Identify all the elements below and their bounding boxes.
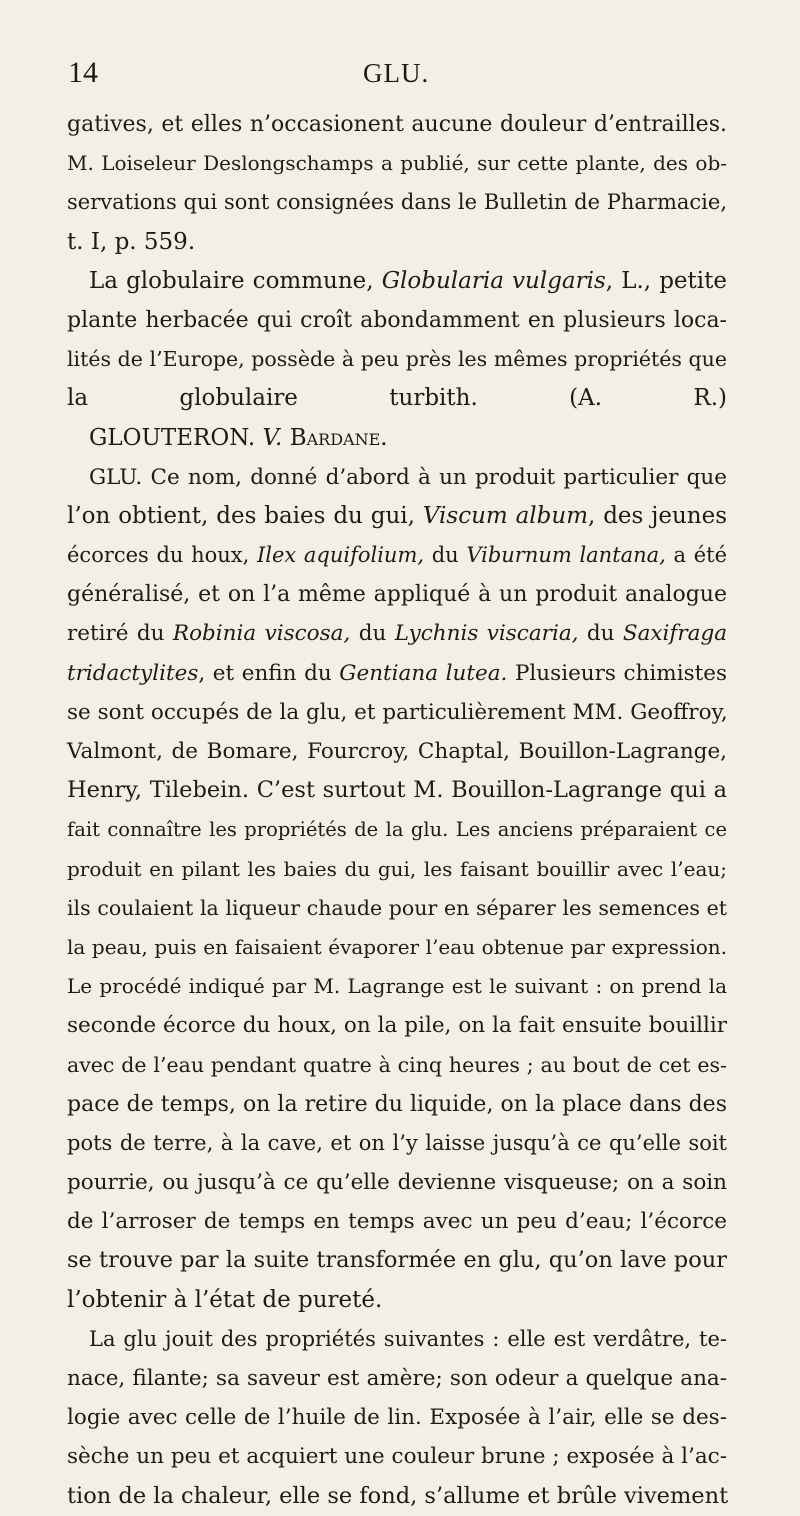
text-segment: la globulaire turbith. (A. R.) <box>67 385 727 412</box>
italic-text: Viscum album <box>422 502 589 529</box>
text-segment: tion de la chaleur, elle se fond, s’allume et brûle vivement <box>67 1482 729 1509</box>
text-segment: l’obtenir à l’état de pureté. <box>67 1286 383 1313</box>
text-line <box>67 1006 727 1045</box>
italic-text: V. <box>262 424 283 451</box>
text-line <box>67 419 727 458</box>
text-line <box>67 693 727 732</box>
text-segment: a été <box>665 543 727 568</box>
page-header <box>68 56 708 96</box>
text-segment: l’on obtient, des baies du gui, <box>67 502 423 529</box>
text-line <box>67 1124 727 1163</box>
text-segment: , des jeunes <box>588 502 728 529</box>
text-segment: seconde écorce du houx, on la pile, on la fait ensuite bouillir <box>67 1013 727 1039</box>
text-segment: nace, filante; sa saveur est amère; son odeur a quelque ana- <box>67 1366 727 1391</box>
text-segment: de l’arroser de temps en temps avec un peu d’eau; l’écorce <box>67 1209 727 1235</box>
text-line <box>67 771 727 810</box>
italic-text: tridactylites <box>67 660 199 686</box>
text-segment: lités de l’Europe, possède à peu près les mêmes propriétés que <box>67 347 727 372</box>
text-line <box>67 1163 727 1202</box>
text-segment: du <box>424 543 467 568</box>
italic-text: Gentiana lutea. <box>339 660 508 686</box>
text-segment: servations qui sont consignées dans le Bulletin de Pharmacie, <box>67 190 727 215</box>
text-segment: Le procédé indiqué par M. Lagrange est le suivant : on prend la <box>67 974 727 999</box>
text-line <box>67 1398 727 1437</box>
text-line <box>67 536 727 575</box>
text-segment: pots de terre, à la cave, et on l’y laisse jusqu’à ce qu’elle soit <box>67 1130 727 1155</box>
text-segment: M. Loiseleur Deslongschamps a publié, sur cette plante, des ob- <box>67 151 727 176</box>
text-segment: pace de temps, on la retire du liquide, on la place dans des <box>67 1091 727 1117</box>
text-line <box>67 1320 727 1359</box>
text-segment: avec de l’eau pendant quatre à cinq heures ; au bout de cet es- <box>67 1052 727 1077</box>
text-line <box>67 458 727 497</box>
text-segment: Valmont, de Bomare, Fourcroy, Chaptal, Bouillon-Lagrange, <box>67 739 727 764</box>
text-segment: Henry, Tilebein. C’est surtout M. Bouillon-Lagrange qui a <box>67 777 727 804</box>
text-segment: GLU. Ce nom, donné d’abord à un produit particulier que <box>89 464 727 490</box>
text-line <box>67 1359 727 1398</box>
text-segment <box>282 425 289 451</box>
text-segment: logie avec celle de l’huile de lin. Exposée à l’air, elle se des- <box>67 1405 727 1431</box>
text-line <box>67 262 727 301</box>
text-segment: écorces du houx, <box>67 543 257 568</box>
text-line <box>67 810 727 849</box>
text-line <box>67 1046 727 1085</box>
text-segment: du <box>578 621 623 647</box>
text-line <box>67 183 727 222</box>
italic-text: Robinia viscosa, <box>172 621 351 647</box>
text-line <box>67 850 727 889</box>
text-segment: plante herbacée qui croît abondamment en plusieurs loca- <box>67 307 727 333</box>
text-line <box>67 301 727 340</box>
italic-text: Ilex aquifolium, <box>256 543 425 568</box>
text-segment: La glu jouit des propriétés suivantes : elle est verdâtre, te- <box>89 1326 727 1351</box>
text-line <box>67 1085 727 1124</box>
text-line <box>67 1281 727 1320</box>
text-line <box>67 1241 727 1280</box>
text-line <box>67 1437 727 1476</box>
text-segment: Bardane. <box>289 424 388 451</box>
text-segment: généralisé, et on l’a même appliqué à un produit analogue <box>67 582 727 608</box>
text-segment: se trouve par la suite transformée en glu, qu’on lave pour <box>67 1247 727 1274</box>
text-line <box>67 105 727 144</box>
text-segment: se sont occupés de la glu, et particulièrement MM. Geoffroy, <box>67 699 728 725</box>
body-text <box>67 105 727 1516</box>
text-line <box>67 340 727 379</box>
text-line <box>67 614 727 653</box>
text-segment: la peau, puis en faisaient évaporer l’eau obtenue par expression. <box>67 934 727 959</box>
text-line <box>67 967 727 1006</box>
italic-text: Viburnum lantana, <box>466 543 666 568</box>
text-segment: du <box>350 621 395 647</box>
text-line <box>67 1477 727 1516</box>
text-segment: GLOUTERON. <box>89 424 263 451</box>
italic-text: Lychnis viscaria, <box>394 621 579 647</box>
text-segment: gatives, et elles n’occasionent aucune douleur d’entrailles. <box>67 112 727 137</box>
text-line <box>67 889 727 928</box>
running-head: GLU. <box>363 58 430 88</box>
text-segment: t. I, p. 559. <box>67 228 196 255</box>
text-segment: , L., petite <box>605 267 727 294</box>
text-segment: , et enfin du <box>198 660 340 686</box>
text-segment: fait connaître les propriétés de la glu. Les anciens préparaient ce <box>67 818 727 842</box>
text-segment: produit en pilant les baies du gui, les faisant bouillir avec l’eau; <box>67 856 727 881</box>
text-segment: sèche un peu et acquiert une couleur brune ; exposée à l’ac- <box>67 1444 727 1470</box>
text-line <box>67 379 727 418</box>
text-segment: retiré du <box>67 621 173 647</box>
text-line <box>67 223 727 262</box>
text-line <box>67 928 727 967</box>
text-segment: La globulaire commune, <box>89 267 382 294</box>
text-line <box>67 497 727 536</box>
text-line <box>67 732 727 771</box>
text-segment: Plusieurs chimistes <box>507 660 727 686</box>
italic-text: Saxifraga <box>622 621 728 647</box>
text-segment: ils coulaient la liqueur chaude pour en séparer les semences et <box>67 895 727 920</box>
text-line <box>67 654 727 693</box>
text-line <box>67 144 727 183</box>
italic-text: Globularia vulgaris <box>381 267 606 294</box>
text-segment: pourrie, ou jusqu’à ce qu’elle devienne visqueuse; on a soin <box>67 1170 727 1196</box>
text-line <box>67 575 727 614</box>
text-line <box>67 1202 727 1241</box>
page-number: 14 <box>68 56 98 89</box>
